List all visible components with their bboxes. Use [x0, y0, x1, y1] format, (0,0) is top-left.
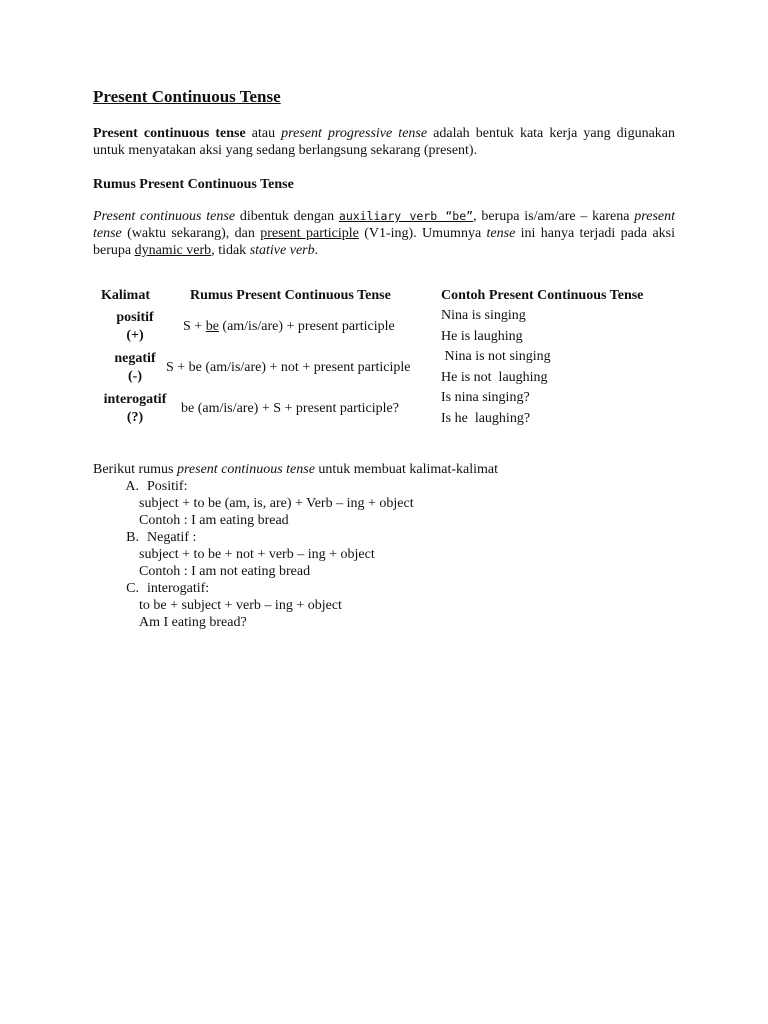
table-header-kalimat: Kalimat	[101, 288, 150, 303]
list-item-formula: subject + to be + not + verb – ing + object	[139, 547, 375, 562]
row-negatif-sign: (-)	[128, 369, 142, 384]
intro-paragraph: Present continuous tense atau present progressive tense adalah bentuk kata kerja yang digunakan untuk menyatakan aksi yang sedang berlangsung sekarang (present).	[93, 126, 676, 158]
list-letter: B.	[126, 530, 139, 545]
list-item-formula: subject + to be (am, is, are) + Verb – ing + object	[139, 496, 414, 511]
row-positif-sign: (+)	[126, 328, 144, 343]
list-item-example: Contoh : I am not eating bread	[139, 564, 311, 579]
rumus-paragraph: Present continuous tense dibentuk dengan auxiliary verb “be”, berupa is/am/are – karena present tense (waktu sekarang), dan present participle (V1-ing). Umumnya tense ini hanya terjadi pada aksi berupa dynamic verb, tidak stative verb.	[93, 209, 675, 258]
row-positif-kalimat: positif	[116, 310, 154, 325]
list-item-formula: to be + subject + verb – ing + object	[139, 598, 342, 613]
table-header-rumus: Rumus Present Continuous Tense	[190, 288, 391, 303]
list-item-label: interogatif:	[147, 581, 210, 596]
list-item-example: Am I eating bread?	[139, 615, 247, 630]
dynamic-verb-term: dynamic verb	[134, 243, 212, 258]
intro-term: Present continuous tense	[93, 126, 246, 141]
list-item-positif	[93, 478, 675, 495]
list-item-label: Negatif :	[147, 530, 197, 545]
row-negatif-kalimat: negatif	[114, 351, 156, 366]
list-item-label: Positif:	[147, 479, 188, 494]
row-negatif-rumus: S + be (am/is/are) + not + present participle	[166, 360, 411, 375]
row-interogatif-sign: (?)	[126, 410, 144, 425]
row-interogatif-rumus: be (am/is/are) + S + present participle?	[181, 401, 399, 416]
row-interogatif-example-2: Is he laughing?	[441, 411, 531, 426]
intro-term-alt: present progressive tense	[281, 126, 428, 141]
row-positif-example-2: He is laughing	[441, 329, 523, 344]
auxiliary-verb-term: auxiliary verb “be”	[338, 209, 474, 223]
list-intro: Berikut rumus present continuous tense untuk membuat kalimat-kalimat	[93, 462, 499, 477]
row-positif-rumus: S + be (am/is/are) + present participle	[183, 319, 395, 334]
list-item-example: Contoh : I am eating bread	[139, 513, 289, 528]
row-interogatif-example-1: Is nina singing?	[441, 390, 530, 405]
page-title: Present Continuous Tense	[93, 87, 281, 106]
list-letter: A.	[125, 479, 139, 494]
row-negatif-example-1: Nina is not singing	[441, 349, 551, 364]
list-item-interogatif	[93, 580, 675, 597]
row-negatif-example-2: He is not laughing	[441, 370, 548, 385]
formula-list	[93, 461, 675, 631]
list-letter: C.	[126, 581, 139, 596]
row-interogatif-kalimat: interogatif	[103, 392, 167, 407]
row-positif-example-1: Nina is singing	[441, 308, 526, 323]
list-item-negatif	[93, 529, 675, 546]
table-header-contoh: Contoh Present Continuous Tense	[441, 288, 644, 303]
rumus-heading: Rumus Present Continuous Tense	[93, 177, 294, 192]
present-participle-term: present participle	[260, 226, 359, 241]
